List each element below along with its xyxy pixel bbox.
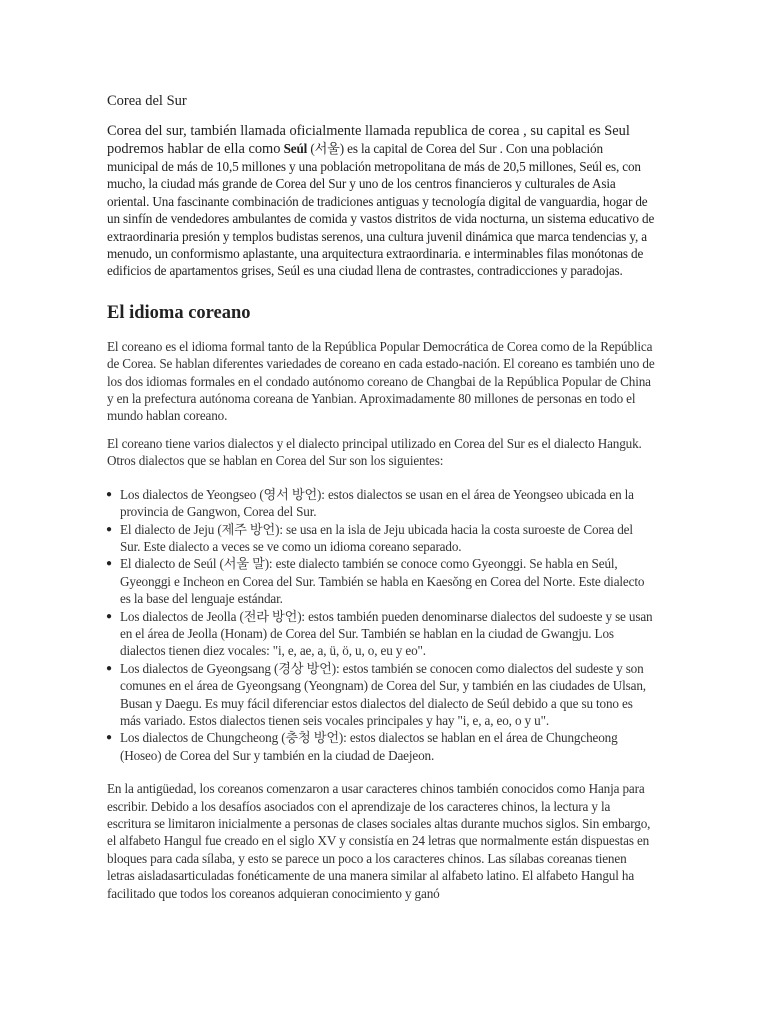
list-item-text: Los dialectos de Jeolla (전라 방언): estos también pueden denominarse dialectos del sudoeste y se usan en el área de Jeolla (Honam) de Corea del Sur. También se hablan en la ciudad de Gwangju. Los dialectos tienen diez vocales: "i, e, ae, a, ü, ö, u, o, eu y eo".	[120, 608, 653, 659]
list-item-text: El dialecto de Jeju (제주 방언): se usa en la isla de Jeju ubicada hacia la costa suroeste de Corea del Sur. Este dialecto a veces se ve como un idioma coreano separado.	[120, 521, 633, 554]
list-item-text: Los dialectos de Gyeongsang (경상 방언): estos también se conocen como dialectos del sudeste y son comunes en el área de Gyeongsang (Yeongnam) de Corea del Sur, y también en las ciudades de Ulsan, Busan y Daegu. Es muy fácil diferenciar estos dialectos del dialecto de Seúl debido a que su tono es más variado. Estos dialectos tienen seis vocales principales y hay "i, e, a, eo, o y u".	[120, 660, 646, 728]
bullet-icon: ●	[106, 732, 112, 744]
document-page	[107, 92, 655, 902]
bullet-icon: ●	[106, 662, 112, 674]
list-item	[106, 660, 655, 730]
paragraph-hangul-history: En la antigüedad, los coreanos comenzaron a usar caracteres chinos también conocidos como Hanja para escribir. Debido a los desafíos asociados con el aprendizaje de los caracteres chinos, la lectura y la escritura se limitaron inicialmente a personas de clases sociales altas durante muchos siglos. Sin embargo, el alfabeto Hangul fue creado en el siglo XV y consistía en 24 letras que normalmente están dispuestas en bloques para cada sílaba, y esto se parece un poco a los caracteres chinos. Las sílabas coreanas tienen letras aisladasarticuladas fonéticamente de una manera similar al alfabeto latino. El alfabeto Hangul ha facilitado que todos los coreanos adquieran conocimiento y ganó	[107, 781, 651, 901]
dialects-list	[106, 486, 655, 765]
paragraph-korean-official: El coreano es el idioma formal tanto de la República Popular Democrática de Corea como de la República de Corea. Se hablan diferentes variedades de coreano en cada estado-nación. El coreano es también uno de los dos idiomas formales en el condado autónomo coreano de Changbai de la República Popular de China y en la prefectura autónoma coreana de Yanbian. Aproximadamente 80 millones de personas en todo el mundo hablan coreano.	[107, 338, 655, 424]
seul-bold-text: Seúl	[283, 141, 308, 156]
intro-paragraph	[107, 122, 655, 280]
list-item	[106, 608, 655, 660]
bullet-icon: ●	[106, 610, 112, 622]
section-heading-korean-language: El idioma coreano	[107, 302, 251, 323]
paragraph-dialects-intro: El coreano tiene varios dialectos y el dialecto principal utilizado en Corea del Sur es el dialecto Hanguk. Otros dialectos que se hablan en Corea del Sur son los siguientes:	[107, 435, 642, 469]
list-item	[106, 486, 655, 521]
intro-lead-text: Corea del sur, también llamada oficialmente llamada republica de corea , su capital es Seul podremos hablar de ella como	[107, 123, 630, 157]
intro-rest-text: (서울) es la capital de Corea del Sur . Con una población municipal de más de 10,5 millones y una población metropolitana de más de 20,5 millones, Seúl es, con mucho, la ciudad más grande de Corea del Sur y uno de los centros financieros y culturales de Asia oriental. Una fascinante combinación de tradiciones antiguas y tecnología digital de vanguardia, hogar de un sinfín de vendedores ambulantes de comida y vastos distritos de vida nocturna, un sistema educativo de extraordinaria presión y templos budistas serenos, una cultura juvenil dinámica que marca tendencias y, a menudo, un conformismo aplastante, una arquitectura extraordinaria. e interminables filas monótonas de edificios de apartamentos grises, Seúl es una ciudad llena de contrastes, contradicciones y paradojas.	[107, 141, 655, 279]
bullet-icon: ●	[106, 523, 112, 535]
list-item-text: El dialecto de Seúl (서울 말): este dialecto también se conoce como Gyeonggi. Se habla en Seúl, Gyeonggi e Incheon en Corea del Sur. También se habla en Kaesŏng en Corea del Norte. Este dialecto es la base del lenguaje estándar.	[120, 556, 645, 607]
list-item-text: Los dialectos de Yeongseo (영서 방언): estos dialectos se usan en el área de Yeongseo ubicada en la provincia de Gangwon, Corea del Sur.	[120, 486, 634, 520]
bullet-icon: ●	[106, 488, 112, 500]
list-item	[106, 729, 655, 764]
list-item	[106, 555, 655, 607]
document-title: Corea del Sur	[107, 93, 187, 109]
bullet-icon: ●	[106, 558, 112, 570]
list-item	[106, 521, 655, 556]
list-item-text: Los dialectos de Chungcheong (충청 방언): estos dialectos se hablan en el área de Chungcheong (Hoseo) de Corea del Sur y también en la ciudad de Daejeon.	[120, 730, 618, 763]
